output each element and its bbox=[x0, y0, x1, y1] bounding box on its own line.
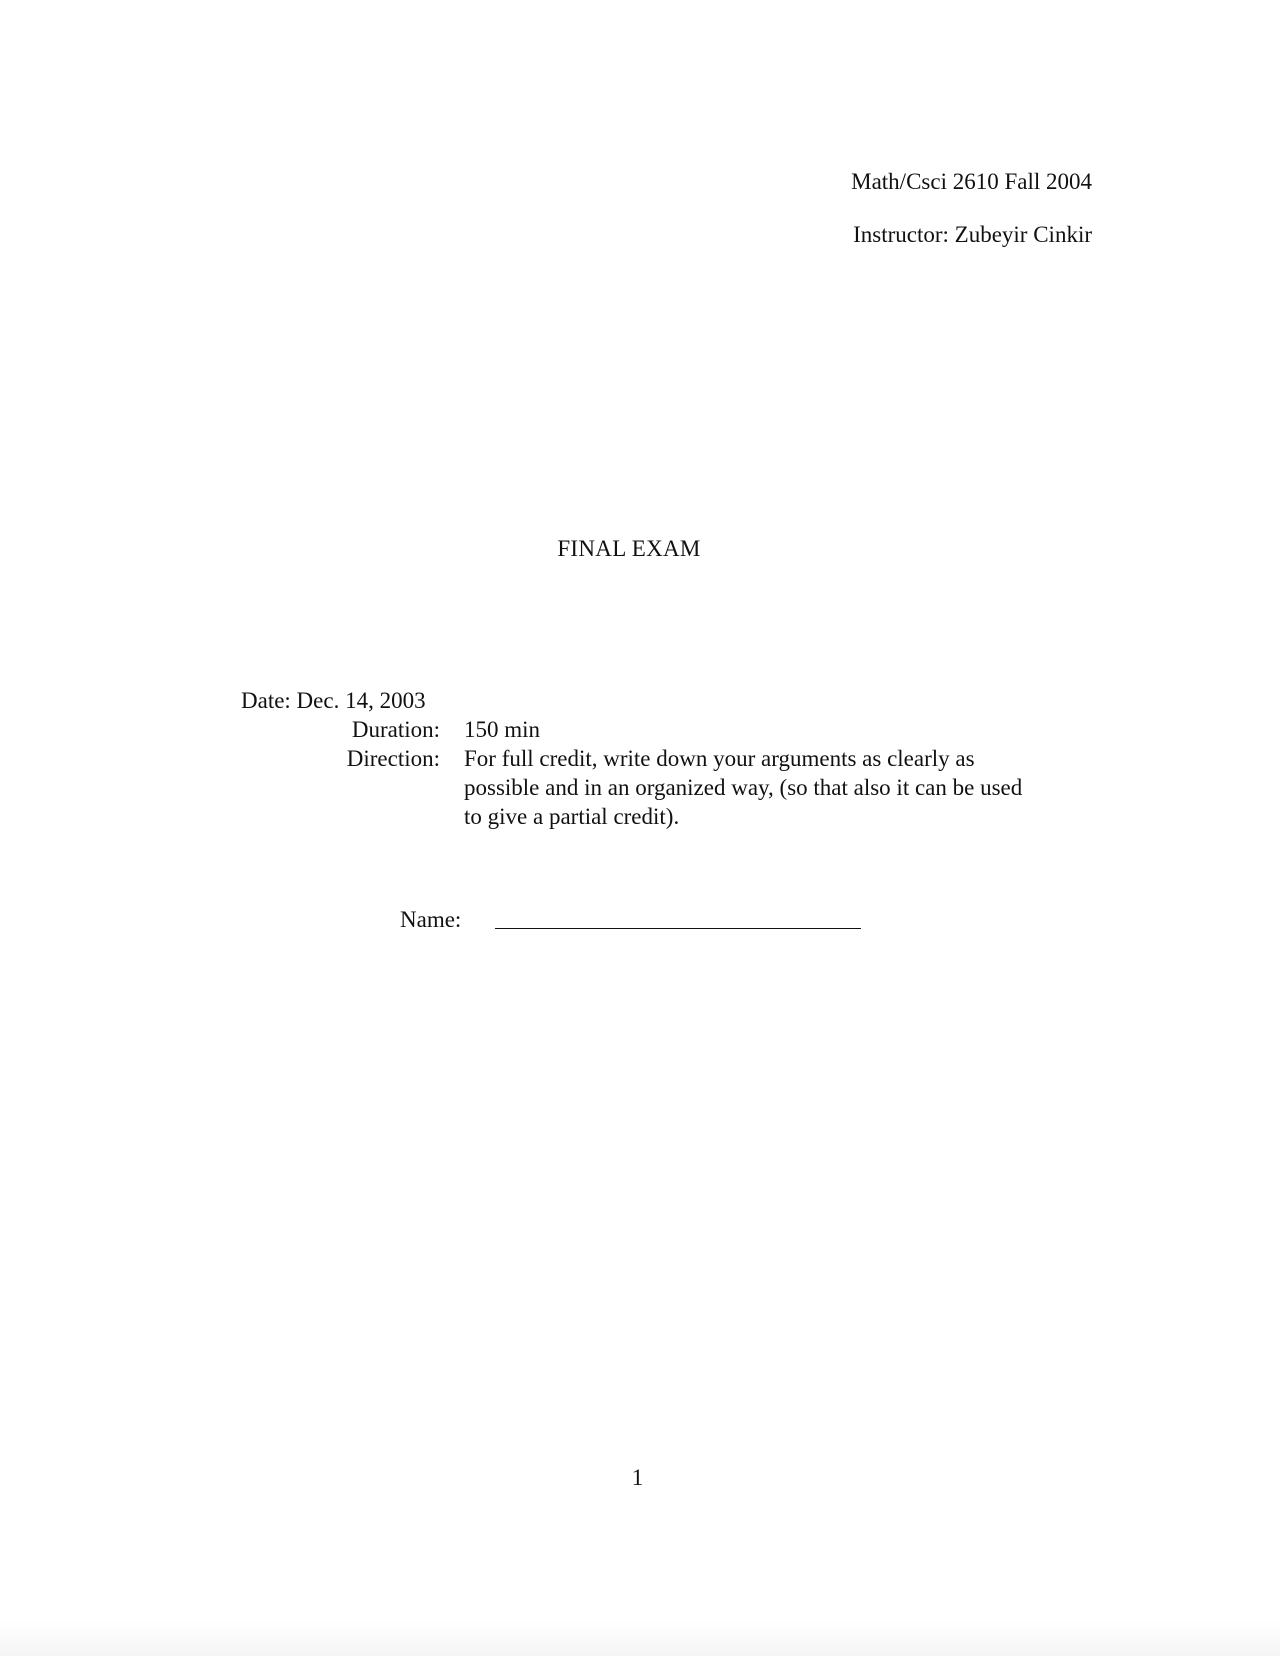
name-blank-line[interactable] bbox=[495, 928, 861, 929]
name-label: Name: bbox=[400, 907, 462, 932]
course-header bbox=[851, 170, 1092, 246]
instructor-line: Instructor: Zubeyir Cinkir bbox=[853, 222, 1092, 247]
direction-label: Direction: bbox=[346, 746, 440, 771]
course-line: Math/Csci 2610 Fall 2004 bbox=[851, 169, 1092, 194]
duration-value: 150 min bbox=[464, 717, 541, 742]
direction-value: For full credit, write down your arguments as clearly as possible and in an organized way, (so that also it can be used to give a partial credit). bbox=[464, 746, 1023, 829]
page-number: 1 bbox=[631, 1465, 644, 1490]
name-field-row bbox=[400, 907, 861, 933]
direction-row bbox=[320, 744, 1024, 831]
duration-label: Duration: bbox=[351, 717, 440, 742]
exam-date: Date: Dec. 14, 2003 bbox=[241, 688, 426, 713]
exam-details-table bbox=[320, 715, 1024, 831]
exam-info bbox=[241, 686, 1024, 831]
duration-row bbox=[320, 715, 1024, 744]
scan-edge-shade bbox=[0, 1620, 1280, 1656]
exam-title: FINAL EXAM bbox=[557, 536, 701, 561]
